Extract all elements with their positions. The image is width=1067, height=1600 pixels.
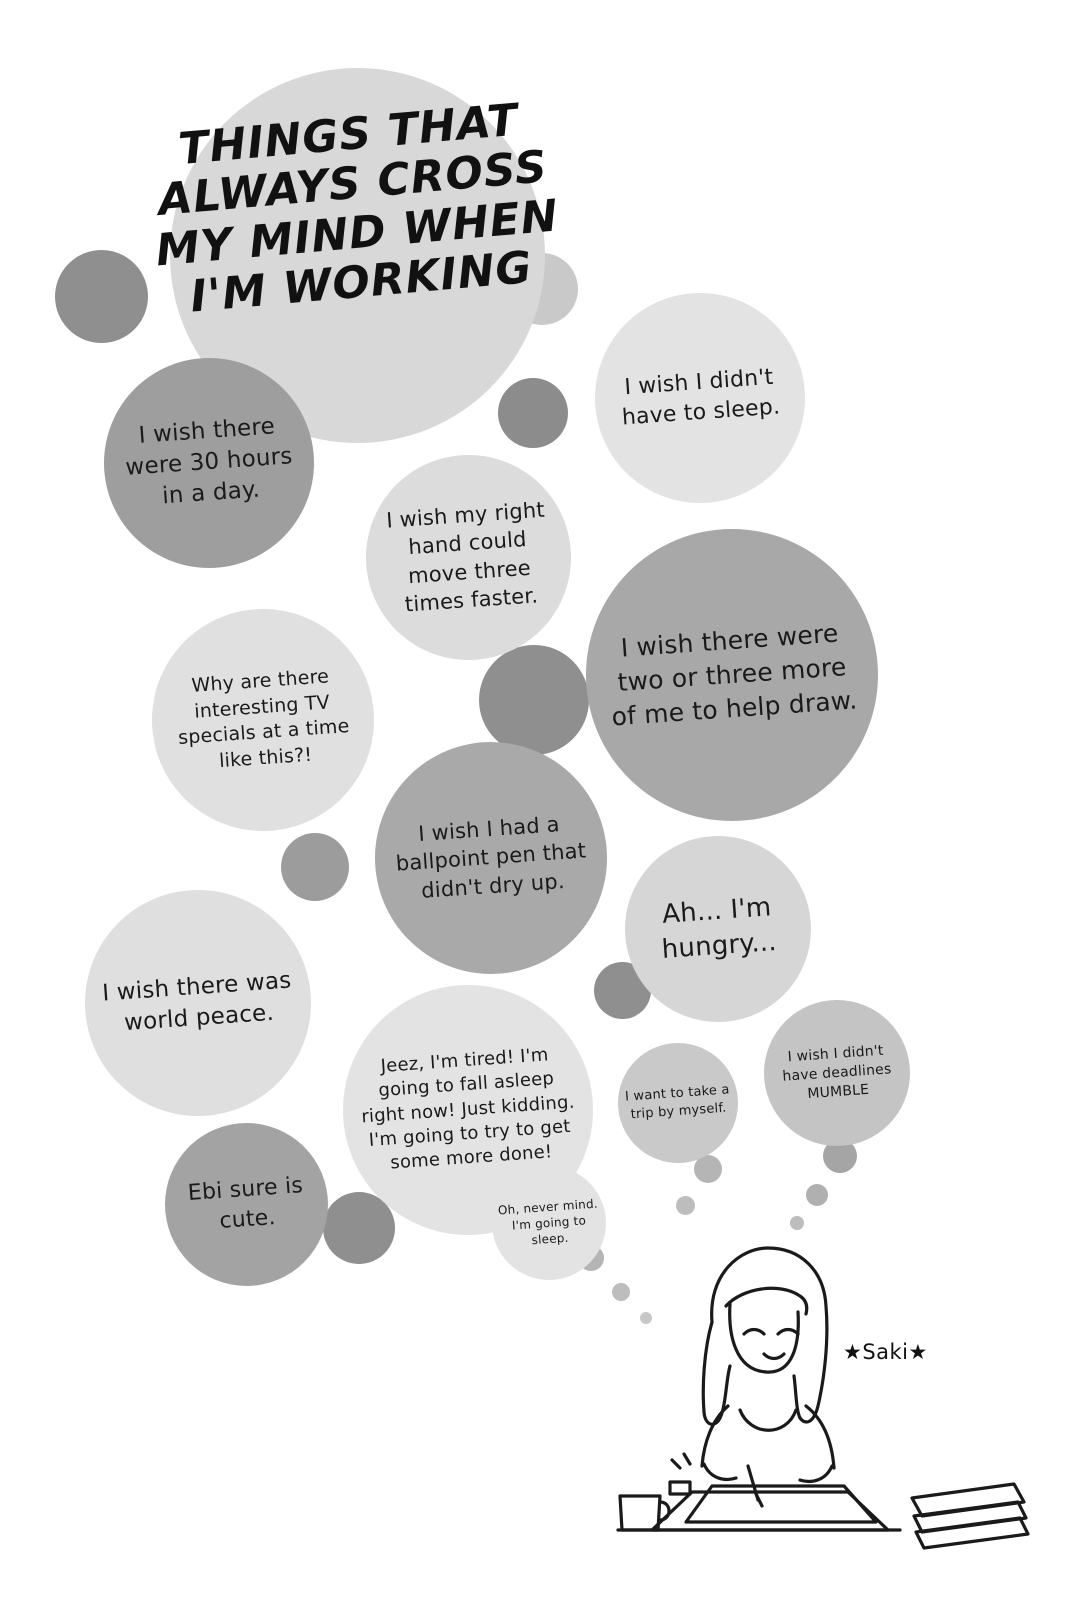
dot-center-overlap xyxy=(479,645,589,755)
thought-bubble-wish-no-sleep xyxy=(595,293,805,503)
thought-bubble-text: Jeez, I'm tired! I'm going to fall asleep right now! Just kidding. I'm going to try to get some more done! xyxy=(360,1044,576,1174)
thought-bubble-two-or-three-more-of-me xyxy=(586,529,878,821)
thought-bubble-text: I wish I didn't have deadlines MUMBLE xyxy=(781,1042,892,1102)
thought-bubble-text: I wish there was world peace. xyxy=(101,967,293,1037)
dot-trip-tail-2 xyxy=(676,1196,695,1215)
artist-drawing-svg xyxy=(600,1230,1030,1560)
thought-bubble-ballpoint-pen xyxy=(375,742,607,974)
thought-bubble-text: I wish I didn't have to sleep. xyxy=(621,365,781,431)
thought-bubble-hungry xyxy=(625,836,811,1022)
thought-bubble-text: Oh, never mind. I'm going to sleep. xyxy=(497,1196,599,1248)
thought-bubble-never-mind-sleep xyxy=(492,1166,606,1280)
page-title: THINGS THAT ALWAYS CROSS MY MIND WHEN I'M WORKING xyxy=(153,94,561,323)
thought-bubble-text: Ebi sure is cute. xyxy=(187,1172,304,1234)
thought-bubble-text: I wish there were 30 hours in a day. xyxy=(124,413,294,510)
thought-bubble-right-hand-faster xyxy=(366,455,571,660)
thought-bubble-text: I wish there were two or three more of me to help draw. xyxy=(610,618,859,732)
dot-under-title xyxy=(498,378,568,448)
dot-mid-left xyxy=(281,833,349,901)
thought-bubble-ebi-is-cute xyxy=(165,1123,328,1286)
thought-bubble-wish-30-hours xyxy=(104,358,314,568)
dot-deadline-tail-3 xyxy=(790,1216,804,1230)
thought-bubble-trip-by-myself xyxy=(618,1043,738,1163)
dot-deadline-tail-2 xyxy=(806,1184,828,1206)
thought-bubble-text: I want to take a trip by myself. xyxy=(624,1082,731,1123)
thought-bubble-text: I wish my right hand could move three times faster. xyxy=(385,497,546,617)
thought-bubble-text: I wish I had a ballpoint pen that didn't dry up. xyxy=(395,812,587,904)
thought-bubble-no-deadlines xyxy=(764,1000,910,1146)
thought-bubble-world-peace xyxy=(85,890,311,1116)
thought-bubble-tv-specials xyxy=(152,609,374,831)
thought-bubble-text: Ah... I'm hungry... xyxy=(660,892,778,965)
artist-illustration xyxy=(600,1230,1030,1560)
artist-signature: ★Saki★ xyxy=(843,1340,928,1364)
thought-bubble-text: Why are there interesting TV specials at a time like this?! xyxy=(177,665,351,772)
